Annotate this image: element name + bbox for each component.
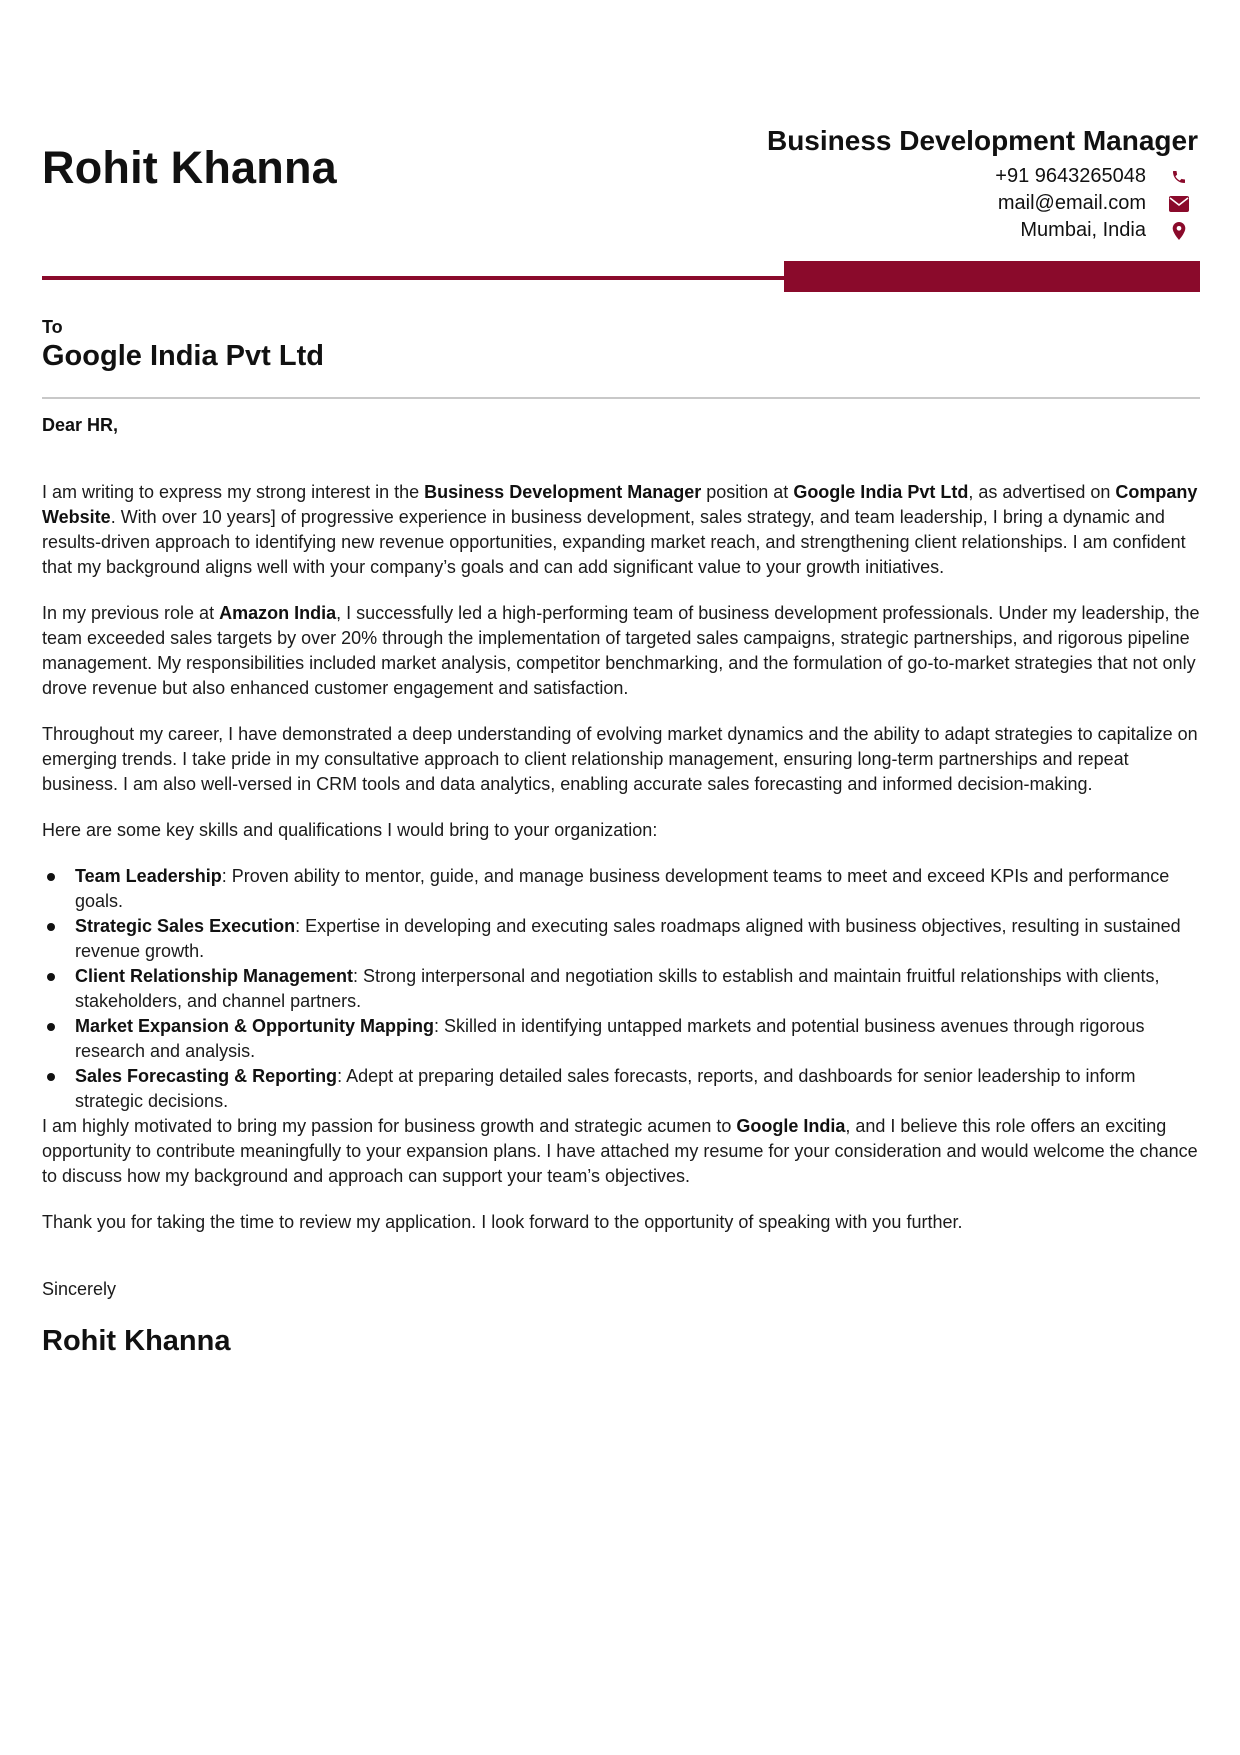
- to-label: To: [42, 317, 63, 337]
- list-item: [42, 864, 1202, 914]
- applicant-name: Rohit Khanna: [42, 142, 337, 193]
- skill-desc: : Skilled in identifying untapped markets and potential business avenues through rigorous research and analysis.: [75, 1016, 1145, 1061]
- greeting: Dear HR,: [42, 415, 119, 435]
- skill-title: Market Expansion & Opportunity Mapping: [75, 1016, 435, 1036]
- skill-title: Sales Forecasting & Reporting: [75, 1066, 338, 1086]
- skill-desc: : Strong interpersonal and negotiation skills to establish and maintain fruitful relationships with clients, stakeholders, and channel partners.: [75, 966, 1160, 1011]
- list-item: [42, 1064, 1202, 1114]
- phone-text: +91 9643265048: [995, 165, 1146, 187]
- paragraph-experience: [42, 601, 1202, 701]
- paragraph-career: Throughout my career, I have demonstrated a deep understanding of evolving market dynamics and the ability to adapt strategies to capitalize on emerging trends. I take pride in my consultative approach to client relationship management, ensuring long-term partnerships and repeat business. I am also well-versed in CRM tools and data analytics, enabling accurate sales forecasting and informed decision-making.: [42, 724, 1198, 794]
- list-item: [42, 964, 1202, 1014]
- company-name: Google India: [736, 1116, 846, 1136]
- skill-desc: : Expertise in developing and executing sales roadmaps aligned with business objectives, resulting in sustained revenue growth.: [75, 916, 1181, 961]
- job-title: Business Development Manager: [766, 125, 1198, 156]
- source-name: Company Website: [42, 482, 1198, 527]
- contact-location: [767, 217, 1198, 244]
- text-run: , I successfully led a high-performing team of business development professionals. Under my leadership, the team exceeded sales targets by over 20% through the implementation of targeted sales campaigns, strategic partnerships, and rigorous pipeline management. My responsibilities included market analysis, competitor benchmarking, and the formulation of go-to-market strategies that not only drove revenue but also enhanced customer engagement and satisfaction.: [42, 603, 1200, 698]
- text-run: In my previous role at: [42, 603, 220, 623]
- signoff: Sincerely: [42, 1279, 117, 1299]
- phone-icon: [1168, 166, 1190, 188]
- text-run: , as advertised on: [968, 482, 1116, 502]
- paragraph-intro: [42, 480, 1202, 580]
- skill-title: Strategic Sales Execution: [75, 916, 296, 936]
- skill-desc: : Proven ability to mentor, guide, and manage business development teams to meet and exceed KPIs and performance goals.: [75, 866, 1170, 911]
- header-divider-accent: [784, 261, 1200, 292]
- envelope-icon: [1168, 193, 1190, 215]
- previous-employer: Amazon India: [219, 603, 337, 623]
- text-run: . With over 10 years] of progressive experience in business development, sales strategy, and team leadership, I bring a dynamic and results-driven approach to identifying new revenue opportunities, expanding market reach, and strengthening client relationships. I am confident that my background aligns well with your company’s goals and can add significant value to your growth initiatives.: [42, 507, 1186, 577]
- header-contact-block: [767, 125, 1198, 244]
- skill-title: Client Relationship Management: [75, 966, 354, 986]
- list-item: [42, 1014, 1202, 1064]
- paragraph-skills-intro: Here are some key skills and qualifications I would bring to your organization:: [42, 820, 658, 840]
- text-run: I am writing to express my strong interest in the: [42, 482, 425, 502]
- list-item: [42, 914, 1202, 964]
- paragraph-motivation: [42, 1114, 1202, 1189]
- location-text: Mumbai, India: [1020, 219, 1146, 241]
- signature-name: Rohit Khanna: [42, 1325, 231, 1357]
- skill-desc: : Adept at preparing detailed sales forecasts, reports, and dashboards for senior leadership to inform strategic decisions.: [75, 1066, 1136, 1111]
- skills-list: [42, 864, 1202, 1114]
- position-name: Business Development Manager: [424, 482, 702, 502]
- section-divider: [42, 397, 1200, 399]
- skill-title: Team Leadership: [75, 866, 222, 886]
- letter-body: [42, 480, 1202, 1379]
- text-run: , and I believe this role offers an exciting opportunity to contribute meaningfully to your expansion plans. I have attached my resume for your consideration and would welcome the chance to discuss how my background and approach can support your team’s objectives.: [42, 1116, 1198, 1186]
- location-pin-icon: [1168, 220, 1190, 242]
- paragraph-thanks: Thank you for taking the time to review my application. I look forward to the opportunity of speaking with you further.: [42, 1212, 963, 1232]
- header-divider-thin: [42, 276, 784, 280]
- text-run: position at: [701, 482, 794, 502]
- company-name: Google India Pvt Ltd: [793, 482, 969, 502]
- recipient-company: Google India Pvt Ltd: [42, 340, 324, 372]
- contact-phone: [767, 163, 1198, 190]
- email-text: mail@email.com: [997, 192, 1146, 214]
- text-run: I am highly motivated to bring my passion for business growth and strategic acumen to: [42, 1116, 737, 1136]
- contact-email: [767, 190, 1198, 217]
